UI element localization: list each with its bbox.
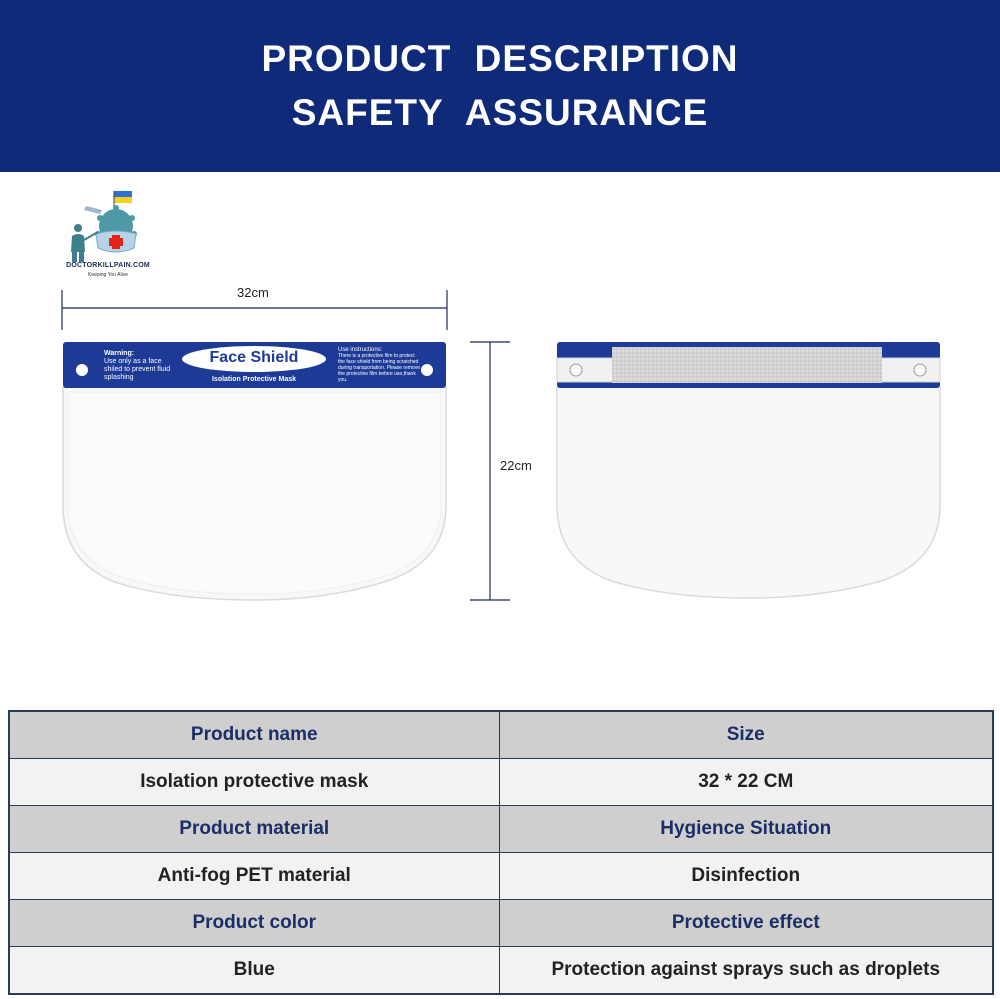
table-cell: Anti-fog PET material	[9, 853, 499, 900]
table-cell: Size	[499, 711, 993, 759]
face-shield-back	[557, 342, 940, 598]
table-cell: Protective effect	[499, 900, 993, 947]
table-row	[9, 759, 993, 806]
shield-warning-title: Warning:	[104, 350, 135, 357]
table-cell: 32 * 22 CM	[499, 759, 993, 806]
shield-instructions-title: Use instructions:	[338, 347, 383, 353]
shield-instructions	[338, 347, 420, 383]
shield-title: Face Shield	[209, 349, 299, 366]
width-label: 32cm	[237, 285, 269, 300]
logo-name: DOCTORKILLPAIN.COM	[66, 262, 150, 269]
table-cell: Isolation protective mask	[9, 759, 499, 806]
table-cell: Product name	[9, 711, 499, 759]
table-row	[9, 900, 993, 947]
table-row	[9, 853, 993, 900]
table-cell: Product material	[9, 806, 499, 853]
logo-tagline: Keeping You Alive	[87, 272, 129, 278]
table-cell: Protection against sprays such as droplets	[499, 947, 993, 995]
specification-table	[8, 710, 994, 995]
shield-subtitle: Isolation Protective Mask	[211, 376, 297, 383]
table-cell: Hygience Situation	[499, 806, 993, 853]
table-cell: Disinfection	[499, 853, 993, 900]
shield-warning-text: Use only as a face shiled to prevent fluid splashing	[104, 358, 171, 381]
table-cell: Blue	[9, 947, 499, 995]
shield-instructions-text: There is a protective film to protect the face shield from being scratched during transportation. Please remove the protective film before use,thank you.	[338, 353, 420, 383]
shield-warning	[104, 350, 180, 382]
table-row	[9, 806, 993, 853]
banner-title-line2: SAFETY ASSURANCE	[291, 92, 709, 133]
table-row	[9, 711, 993, 759]
table-cell: Product color	[9, 900, 499, 947]
banner-title-line1: PRODUCT DESCRIPTION	[261, 38, 739, 79]
height-label: 22cm	[500, 458, 532, 473]
table-row	[9, 947, 993, 995]
